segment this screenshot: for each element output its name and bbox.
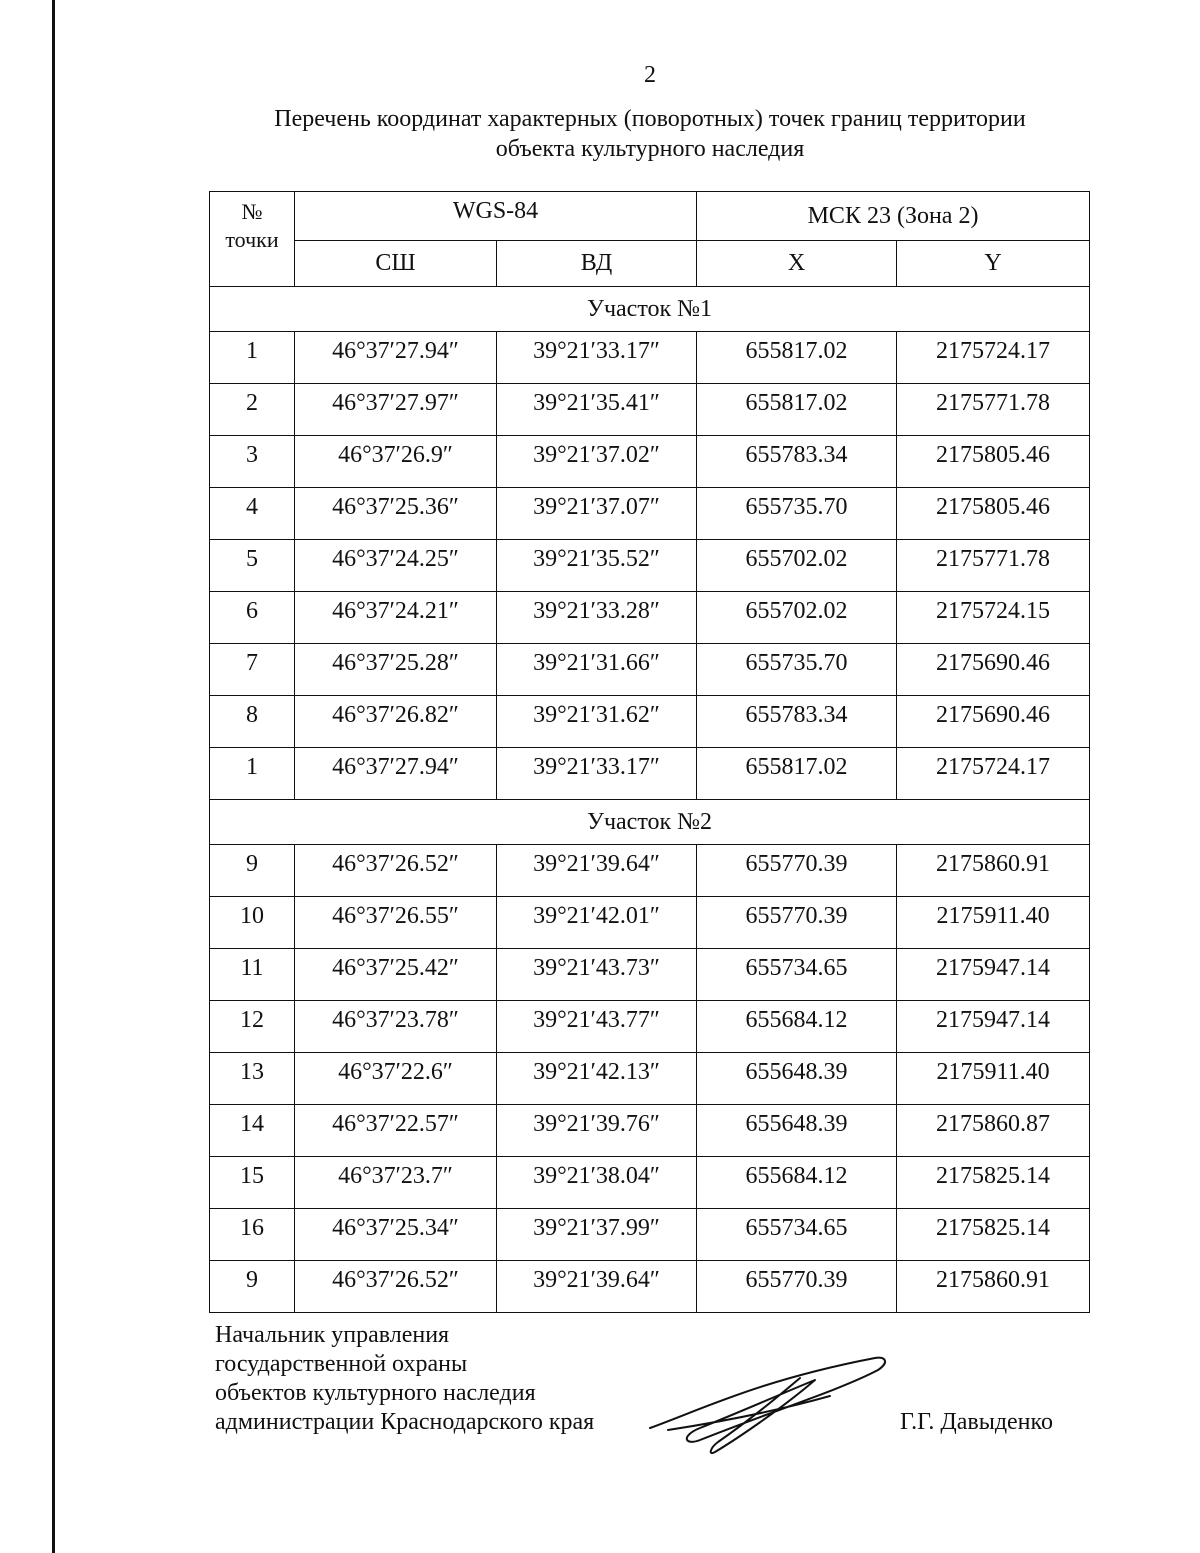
cell-n: 3 <box>210 436 295 488</box>
cell-y: 2175825.14 <box>897 1209 1090 1261</box>
cell-sh: 46°37′26.52″ <box>295 845 497 897</box>
official-position <box>215 1321 594 1437</box>
cell-n: 9 <box>210 1261 295 1313</box>
table-row <box>210 436 1090 488</box>
cell-n: 14 <box>210 1105 295 1157</box>
cell-vd: 39°21′43.77″ <box>497 1001 697 1053</box>
cell-x: 655770.39 <box>697 1261 897 1313</box>
cell-vd: 39°21′37.02″ <box>497 436 697 488</box>
cell-sh: 46°37′27.94″ <box>295 748 497 800</box>
cell-vd: 39°21′38.04″ <box>497 1157 697 1209</box>
table-row <box>210 384 1090 436</box>
cell-x: 655783.34 <box>697 436 897 488</box>
cell-n: 5 <box>210 540 295 592</box>
cell-sh: 46°37′26.9″ <box>295 436 497 488</box>
cell-sh: 46°37′24.25″ <box>295 540 497 592</box>
header-wgs84: WGS-84 <box>295 192 697 241</box>
cell-vd: 39°21′37.99″ <box>497 1209 697 1261</box>
table-row <box>210 1261 1090 1313</box>
cell-x: 655648.39 <box>697 1053 897 1105</box>
document-title <box>0 104 1200 164</box>
cell-x: 655684.12 <box>697 1157 897 1209</box>
cell-vd: 39°21′39.64″ <box>497 1261 697 1313</box>
title-line-2: объекта культурного наследия <box>495 136 805 162</box>
cell-sh: 46°37′22.6″ <box>295 1053 497 1105</box>
cell-y: 2175860.91 <box>897 845 1090 897</box>
page-number: 2 <box>644 62 656 88</box>
table-row <box>210 897 1090 949</box>
cell-sh: 46°37′23.78″ <box>295 1001 497 1053</box>
page-edge-line <box>52 0 55 1553</box>
table-row <box>210 949 1090 1001</box>
table-row <box>210 845 1090 897</box>
section-title: Участок №1 <box>210 287 1090 332</box>
title-line-1: Перечень координат характерных (поворотных) точек границ территории <box>274 106 1026 132</box>
cell-vd: 39°21′37.07″ <box>497 488 697 540</box>
table-row <box>210 1053 1090 1105</box>
cell-sh: 46°37′24.21″ <box>295 592 497 644</box>
cell-y: 2175947.14 <box>897 949 1090 1001</box>
cell-sh: 46°37′25.42″ <box>295 949 497 1001</box>
cell-n: 1 <box>210 332 295 384</box>
cell-x: 655770.39 <box>697 845 897 897</box>
cell-sh: 46°37′25.28″ <box>295 644 497 696</box>
cell-x: 655817.02 <box>697 748 897 800</box>
cell-sh: 46°37′25.36″ <box>295 488 497 540</box>
cell-n: 11 <box>210 949 295 1001</box>
position-line: Начальник управления <box>215 1322 450 1348</box>
cell-vd: 39°21′43.73″ <box>497 949 697 1001</box>
position-line: государственной охраны <box>215 1351 468 1377</box>
cell-n: 12 <box>210 1001 295 1053</box>
cell-n: 13 <box>210 1053 295 1105</box>
position-line: объектов культурного наследия <box>215 1380 536 1406</box>
cell-y: 2175771.78 <box>897 384 1090 436</box>
cell-n: 10 <box>210 897 295 949</box>
cell-x: 655770.39 <box>697 897 897 949</box>
section-row <box>210 287 1090 332</box>
cell-vd: 39°21′42.13″ <box>497 1053 697 1105</box>
cell-x: 655734.65 <box>697 1209 897 1261</box>
cell-y: 2175911.40 <box>897 1053 1090 1105</box>
cell-n: 7 <box>210 644 295 696</box>
cell-y: 2175860.91 <box>897 1261 1090 1313</box>
cell-n: 1 <box>210 748 295 800</box>
table-row <box>210 540 1090 592</box>
table-row <box>210 1001 1090 1053</box>
section-row <box>210 800 1090 845</box>
section-title: Участок №2 <box>210 800 1090 845</box>
table-body <box>210 287 1090 1313</box>
signer-name: Г.Г. Давыденко <box>900 1409 1053 1435</box>
cell-sh: 46°37′22.57″ <box>295 1105 497 1157</box>
cell-y: 2175724.17 <box>897 332 1090 384</box>
table-row <box>210 748 1090 800</box>
cell-x: 655817.02 <box>697 332 897 384</box>
cell-x: 655783.34 <box>697 696 897 748</box>
cell-vd: 39°21′39.76″ <box>497 1105 697 1157</box>
handwritten-signature <box>640 1340 890 1465</box>
table-row <box>210 1209 1090 1261</box>
cell-vd: 39°21′33.17″ <box>497 748 697 800</box>
cell-x: 655735.70 <box>697 644 897 696</box>
cell-y: 2175860.87 <box>897 1105 1090 1157</box>
cell-n: 9 <box>210 845 295 897</box>
cell-sh: 46°37′26.82″ <box>295 696 497 748</box>
header-latitude: СШ <box>295 241 497 287</box>
cell-y: 2175805.46 <box>897 488 1090 540</box>
header-longitude: ВД <box>497 241 697 287</box>
cell-n: 4 <box>210 488 295 540</box>
cell-n: 15 <box>210 1157 295 1209</box>
header-point-number <box>210 192 295 287</box>
header-x: X <box>697 241 897 287</box>
cell-x: 655702.02 <box>697 540 897 592</box>
header-y: Y <box>897 241 1090 287</box>
cell-y: 2175771.78 <box>897 540 1090 592</box>
cell-y: 2175690.46 <box>897 644 1090 696</box>
cell-x: 655702.02 <box>697 592 897 644</box>
cell-n: 8 <box>210 696 295 748</box>
table-row <box>210 592 1090 644</box>
cell-y: 2175825.14 <box>897 1157 1090 1209</box>
header-point-number-line2: точки <box>225 227 279 252</box>
cell-y: 2175724.15 <box>897 592 1090 644</box>
table-row <box>210 332 1090 384</box>
table-row <box>210 644 1090 696</box>
cell-vd: 39°21′31.66″ <box>497 644 697 696</box>
cell-sh: 46°37′25.34″ <box>295 1209 497 1261</box>
cell-sh: 46°37′26.55″ <box>295 897 497 949</box>
header-msk23: МСК 23 (Зона 2) <box>697 192 1090 241</box>
cell-x: 655735.70 <box>697 488 897 540</box>
table-row <box>210 488 1090 540</box>
header-point-number-line1: № <box>241 199 263 224</box>
cell-vd: 39°21′33.28″ <box>497 592 697 644</box>
cell-y: 2175690.46 <box>897 696 1090 748</box>
cell-vd: 39°21′31.62″ <box>497 696 697 748</box>
cell-sh: 46°37′23.7″ <box>295 1157 497 1209</box>
cell-x: 655684.12 <box>697 1001 897 1053</box>
cell-vd: 39°21′33.17″ <box>497 332 697 384</box>
cell-vd: 39°21′39.64″ <box>497 845 697 897</box>
table-row <box>210 696 1090 748</box>
cell-sh: 46°37′27.97″ <box>295 384 497 436</box>
cell-x: 655648.39 <box>697 1105 897 1157</box>
cell-sh: 46°37′27.94″ <box>295 332 497 384</box>
coordinates-table <box>209 191 1090 1313</box>
cell-n: 6 <box>210 592 295 644</box>
cell-n: 16 <box>210 1209 295 1261</box>
cell-x: 655734.65 <box>697 949 897 1001</box>
table-row <box>210 1157 1090 1209</box>
cell-y: 2175724.17 <box>897 748 1090 800</box>
cell-y: 2175911.40 <box>897 897 1090 949</box>
cell-y: 2175805.46 <box>897 436 1090 488</box>
cell-y: 2175947.14 <box>897 1001 1090 1053</box>
position-line: администрации Краснодарского края <box>215 1409 595 1435</box>
table-row <box>210 1105 1090 1157</box>
cell-vd: 39°21′35.41″ <box>497 384 697 436</box>
cell-vd: 39°21′35.52″ <box>497 540 697 592</box>
cell-x: 655817.02 <box>697 384 897 436</box>
cell-sh: 46°37′26.52″ <box>295 1261 497 1313</box>
cell-n: 2 <box>210 384 295 436</box>
table-header <box>210 192 1090 287</box>
cell-vd: 39°21′42.01″ <box>497 897 697 949</box>
